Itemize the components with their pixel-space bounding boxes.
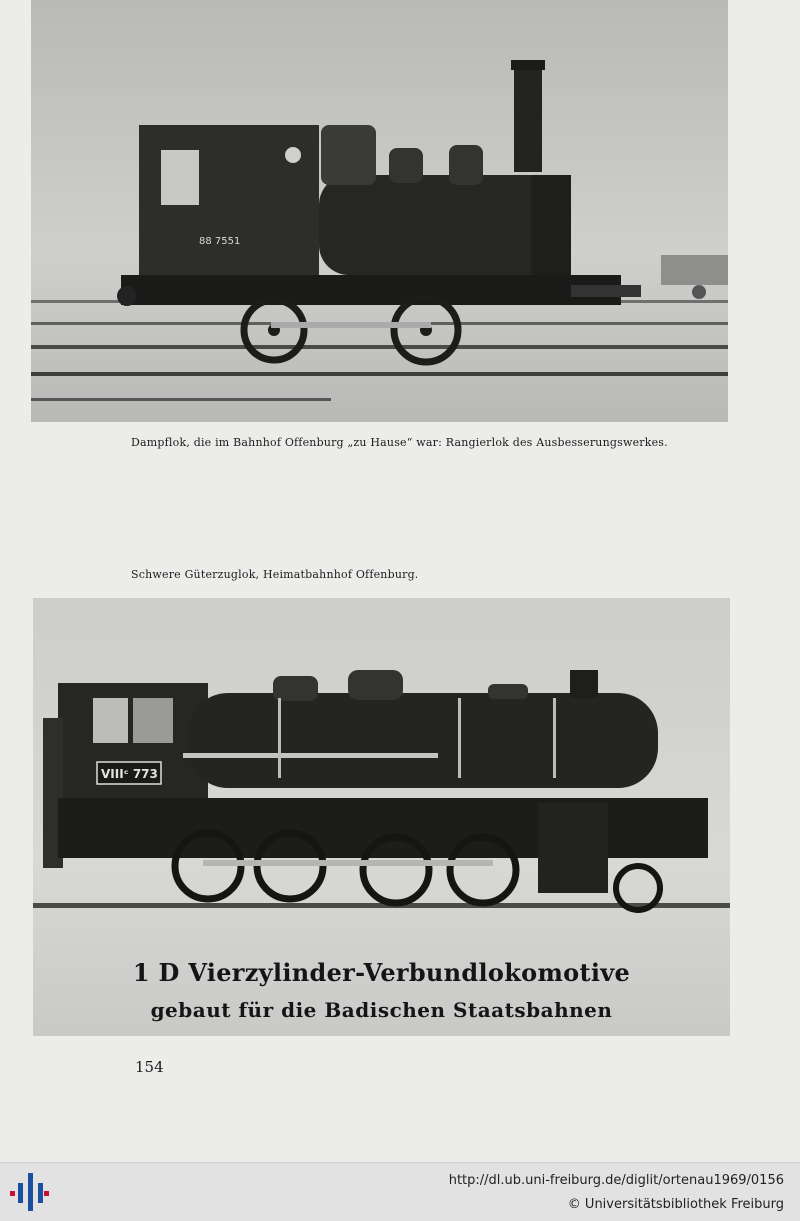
locomotive-subtitle: gebaut für die Badischen Staatsbahnen [150, 998, 613, 1022]
photo-freight-locomotive [33, 598, 730, 1036]
engine-number-plate: VIIIᶜ 773 [101, 767, 158, 781]
locomotive-title: 1 D Vierzylinder-Verbundlokomotive [132, 958, 631, 987]
page-number: 154 [135, 1058, 164, 1076]
locomotive-illustration [31, 0, 728, 422]
document-url-link[interactable]: http://dl.ub.uni-freiburg.de/diglit/ortenau1969/0156 [448, 1173, 784, 1188]
engine-number-top: 88 7551 [199, 236, 241, 247]
ub-freiburg-logo-icon [10, 1171, 50, 1213]
copyright-notice: © Universitätsbibliothek Freiburg [567, 1197, 784, 1212]
photo-shunting-locomotive [31, 0, 728, 422]
caption-top: Dampflok, die im Bahnhof Offenburg „zu Hause“ war: Rangierlok des Ausbesserungswerkes. [131, 436, 668, 449]
footer-bar [0, 1162, 800, 1221]
caption-middle: Schwere Güterzuglok, Heimatbahnhof Offenburg. [131, 568, 419, 581]
